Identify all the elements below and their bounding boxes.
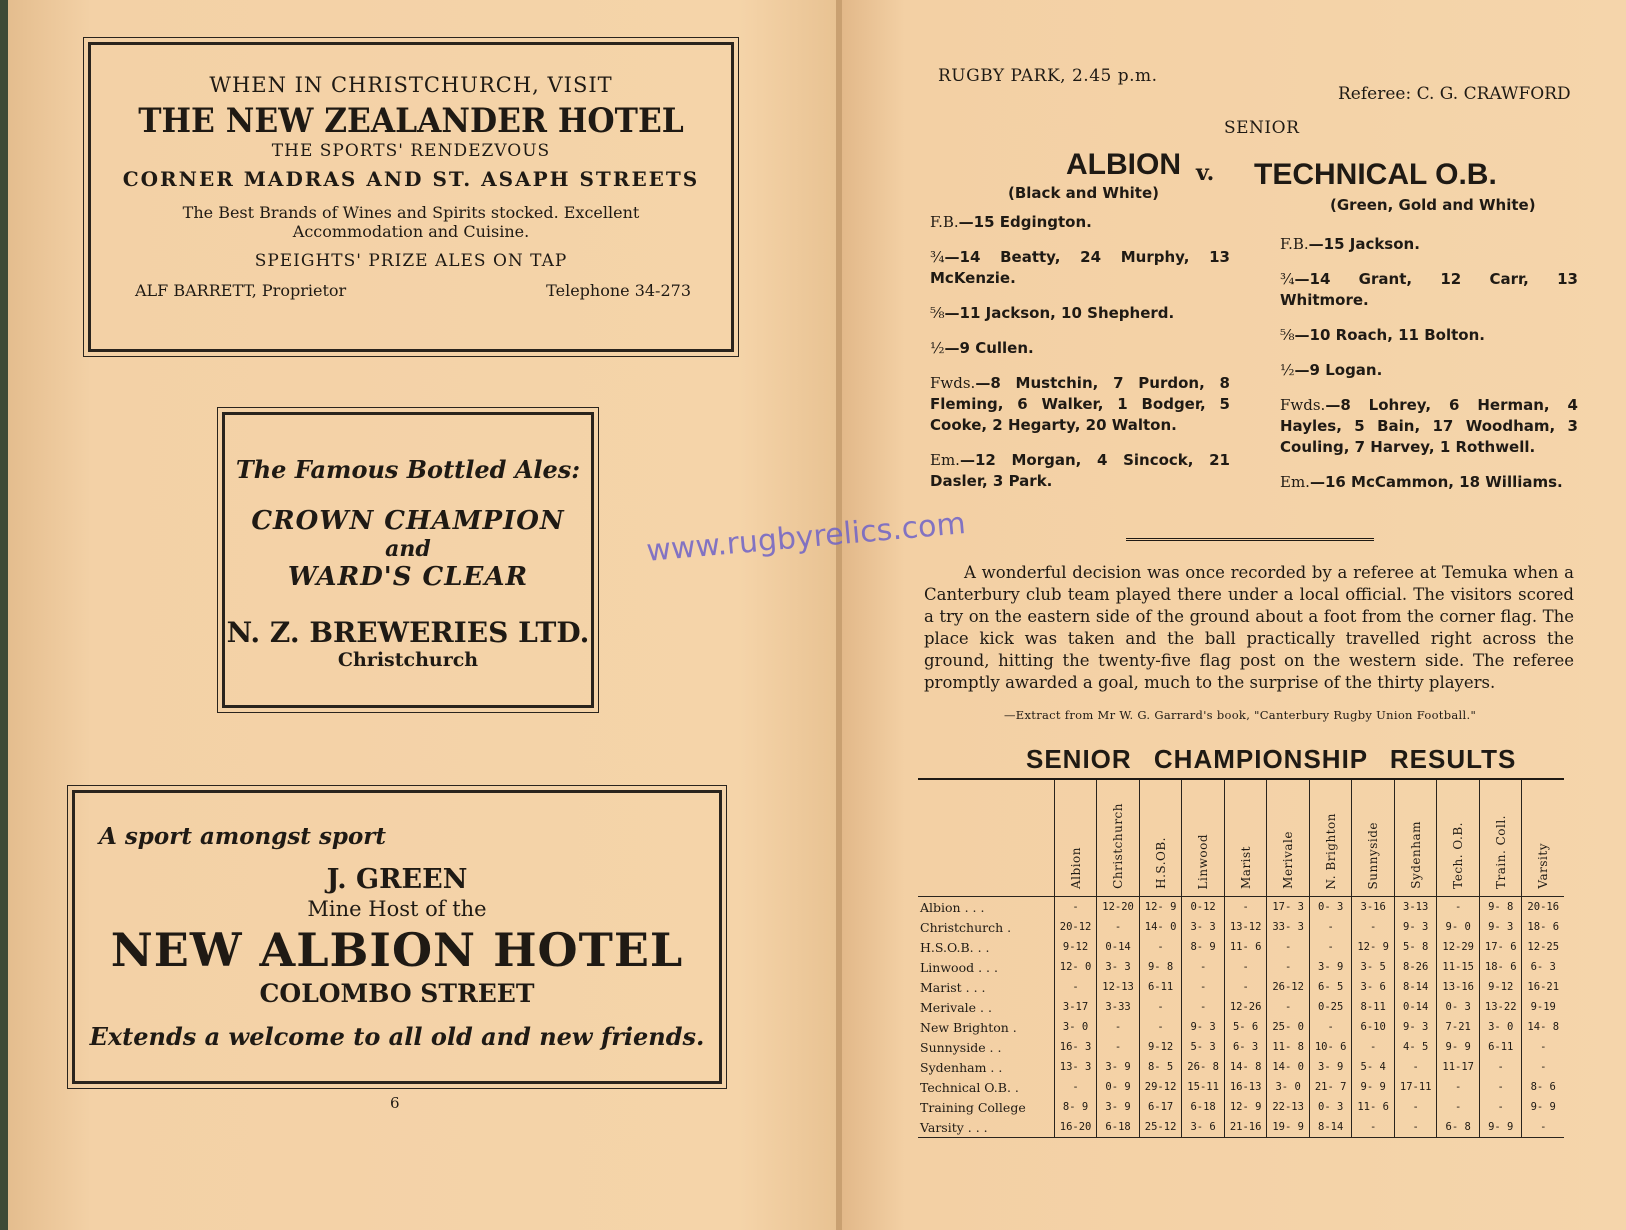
lineup-line — [1280, 360, 1578, 381]
column-header-label: Sunnyside — [1366, 821, 1381, 889]
albion-host: J. GREEN — [326, 864, 468, 895]
column-header — [1309, 780, 1352, 897]
club-name: Sydenham . . — [920, 1059, 1003, 1075]
position-label: F.B. — [1280, 235, 1309, 253]
score-cell: - — [1097, 1017, 1140, 1037]
brewery-city: Christchurch — [337, 649, 479, 671]
score-cell: 13-12 — [1224, 917, 1267, 937]
players-list: —9 Logan. — [1294, 361, 1383, 379]
score-cell: 18- 6 — [1479, 957, 1522, 977]
score-cell: 9- 9 — [1479, 1117, 1522, 1138]
brand-crown-champion: CROWN CHAMPION — [251, 506, 565, 536]
players-list: —8 Lohrey, 6 Herman, 4 Hayles, 5 Bain, 17 Woodham, 3 Couling, 7 Harvey, 1 Rothwell. — [1280, 396, 1578, 456]
score-cell: 3- 0 — [1267, 1077, 1310, 1097]
brand-and: and — [385, 536, 431, 562]
table-row — [918, 977, 1564, 997]
score-cell: 3- 5 — [1352, 957, 1395, 977]
column-header — [1479, 780, 1522, 897]
score-cell: 5- 6 — [1224, 1017, 1267, 1037]
hotel-address: CORNER MADRAS AND ST. ASAPH STREETS — [122, 167, 700, 191]
score-cell: 0-25 — [1309, 997, 1352, 1017]
score-cell: 12- 9 — [1352, 937, 1395, 957]
score-cell: 14- 0 — [1267, 1057, 1310, 1077]
players-list: —8 Mustchin, 7 Purdon, 8 Fleming, 6 Walker, 1 Bodger, 5 Cooke, 2 Hegarty, 20 Walton. — [930, 374, 1230, 434]
score-cell: - — [1309, 937, 1352, 957]
club-name: Technical O.B. . — [920, 1079, 1019, 1095]
score-cell: 5- 3 — [1182, 1037, 1225, 1057]
score-cell: - — [1437, 1097, 1480, 1117]
club-name: Christchurch . — [920, 919, 1012, 935]
score-cell: 3- 3 — [1097, 957, 1140, 977]
score-cell: 3- 6 — [1352, 977, 1395, 997]
score-cell: - — [1224, 957, 1267, 977]
home-team-lineup — [930, 212, 1230, 506]
score-cell: 8-14 — [1394, 977, 1437, 997]
score-cell: 12-20 — [1097, 897, 1140, 918]
score-cell: 21- 7 — [1309, 1077, 1352, 1097]
players-list: —15 Edgington. — [958, 213, 1092, 231]
position-label: Em. — [930, 451, 960, 469]
column-header — [1139, 780, 1182, 897]
hotel-telephone: Telephone 34-273 — [546, 281, 691, 301]
score-cell: - — [1522, 1037, 1564, 1057]
club-name: Training College — [920, 1099, 1026, 1115]
score-cell: 9- 3 — [1394, 917, 1437, 937]
score-cell: 3-16 — [1352, 897, 1395, 918]
score-cell: - — [1097, 1037, 1140, 1057]
position-label: Fwds. — [930, 374, 976, 392]
score-cell: 14- 0 — [1139, 917, 1182, 937]
score-cell: - — [1479, 1097, 1522, 1117]
score-cell: - — [1479, 1077, 1522, 1097]
club-name: H.S.O.B. . . — [920, 939, 990, 955]
score-cell: 6-18 — [1182, 1097, 1225, 1117]
column-header-label: Marist — [1238, 846, 1253, 889]
players-list: —11 Jackson, 10 Shepherd. — [944, 304, 1175, 322]
column-header-label: N. Brighton — [1323, 812, 1338, 889]
score-cell: 9- 3 — [1479, 917, 1522, 937]
score-cell: - — [1139, 937, 1182, 957]
players-list: —15 Jackson. — [1308, 235, 1420, 253]
score-cell: 13-16 — [1437, 977, 1480, 997]
score-cell: 6-11 — [1479, 1037, 1522, 1057]
column-header — [1054, 780, 1097, 897]
score-cell: 9- 9 — [1352, 1077, 1395, 1097]
position-label: ½ — [1280, 361, 1295, 379]
hotel-proprietor: ALF BARRETT, Proprietor — [135, 281, 347, 301]
column-header-label: Varsity — [1536, 843, 1551, 889]
club-name: Linwood . . . — [920, 959, 998, 975]
score-cell: 12- 9 — [1224, 1097, 1267, 1117]
score-cell: 12-26 — [1224, 997, 1267, 1017]
score-cell: 11- 6 — [1352, 1097, 1395, 1117]
score-cell: 14- 8 — [1522, 1017, 1564, 1037]
table-row — [918, 1117, 1564, 1138]
score-cell: 9- 0 — [1437, 917, 1480, 937]
table-row — [918, 937, 1564, 957]
score-cell: - — [1224, 897, 1267, 918]
ales-heading: The Famous Bottled Ales: — [235, 455, 581, 484]
score-cell: 18- 6 — [1522, 917, 1564, 937]
score-cell: 16-20 — [1054, 1117, 1097, 1138]
score-cell: 8-11 — [1352, 997, 1395, 1017]
score-cell: - — [1182, 977, 1225, 997]
lineup-line — [1280, 234, 1578, 255]
score-cell: 14- 8 — [1224, 1057, 1267, 1077]
column-header — [1267, 780, 1310, 897]
score-cell: 20-16 — [1522, 897, 1564, 918]
score-cell: - — [1522, 1117, 1564, 1138]
score-cell: 9- 8 — [1479, 897, 1522, 918]
column-header-label: Tech. O.B. — [1451, 822, 1466, 889]
score-cell: 22-13 — [1267, 1097, 1310, 1117]
albion-hotel-name: NEW ALBION HOTEL — [110, 923, 684, 977]
position-label: ⅝ — [1280, 326, 1295, 344]
column-header-label: H.S.OB. — [1153, 837, 1168, 889]
new-albion-hotel-ad — [72, 790, 722, 1084]
score-cell: 17- 6 — [1479, 937, 1522, 957]
lineup-line — [930, 373, 1230, 436]
score-cell: 17- 3 — [1267, 897, 1310, 918]
score-cell: - — [1352, 917, 1395, 937]
score-cell: - — [1097, 917, 1140, 937]
score-cell: - — [1054, 1077, 1097, 1097]
brewery-company: N. Z. BREWERIES LTD. — [226, 616, 590, 649]
score-cell: 4- 5 — [1394, 1037, 1437, 1057]
column-header — [1224, 780, 1267, 897]
score-cell: - — [1479, 1057, 1522, 1077]
score-cell: 6- 3 — [1224, 1037, 1267, 1057]
column-header — [1437, 780, 1480, 897]
score-cell: 9- 3 — [1182, 1017, 1225, 1037]
match-grade: SENIOR — [1224, 118, 1300, 138]
score-cell: 13-22 — [1479, 997, 1522, 1017]
hotel-tagline: THE SPORTS' RENDEZVOUS — [271, 141, 551, 161]
position-label: F.B. — [930, 213, 959, 231]
score-cell: 0-14 — [1097, 937, 1140, 957]
score-cell: 3- 6 — [1182, 1117, 1225, 1138]
score-cell: 3-33 — [1097, 997, 1140, 1017]
score-cell: 25- 0 — [1267, 1017, 1310, 1037]
score-cell: 11-15 — [1437, 957, 1480, 977]
position-label: ½ — [930, 339, 945, 357]
albion-host-line: Mine Host of the — [307, 897, 487, 921]
score-cell: 33- 3 — [1267, 917, 1310, 937]
score-cell: 9- 3 — [1394, 1017, 1437, 1037]
score-cell: - — [1182, 957, 1225, 977]
players-list: —9 Cullen. — [944, 339, 1034, 357]
club-name: Merivale . . — [920, 999, 992, 1015]
players-list: —14 Grant, 12 Carr, 13 Whitmore. — [1280, 270, 1578, 309]
score-cell: 0- 3 — [1309, 1097, 1352, 1117]
score-cell: 10- 6 — [1309, 1037, 1352, 1057]
score-cell: 3- 0 — [1479, 1017, 1522, 1037]
score-cell: - — [1267, 957, 1310, 977]
score-cell: - — [1394, 1097, 1437, 1117]
club-name: Varsity . . . — [918, 1117, 1054, 1138]
score-cell: 21-16 — [1224, 1117, 1267, 1138]
score-cell: 9-12 — [1139, 1037, 1182, 1057]
score-cell: 15-11 — [1182, 1077, 1225, 1097]
score-cell: 11- 8 — [1267, 1037, 1310, 1057]
results-table-title: SENIOR CHAMPIONSHIP RESULTS — [1026, 744, 1517, 774]
score-cell: - — [1394, 1057, 1437, 1077]
score-cell: 9- 9 — [1522, 1097, 1564, 1117]
score-cell: 7-21 — [1437, 1017, 1480, 1037]
score-cell: 8- 5 — [1139, 1057, 1182, 1077]
column-header-label: Train. Coll. — [1493, 815, 1508, 889]
score-cell: - — [1267, 997, 1310, 1017]
players-list: —10 Roach, 11 Bolton. — [1294, 326, 1485, 344]
score-cell: 0-14 — [1394, 997, 1437, 1017]
score-cell: 3- 9 — [1097, 1057, 1140, 1077]
lineup-line — [930, 247, 1230, 289]
score-cell: - — [1054, 897, 1097, 918]
score-cell: 8- 9 — [1054, 1097, 1097, 1117]
score-cell: 8- 9 — [1182, 937, 1225, 957]
results-table — [918, 778, 1564, 1138]
score-cell: 6-18 — [1097, 1117, 1140, 1138]
score-cell: - — [1139, 1017, 1182, 1037]
column-header — [1182, 780, 1225, 897]
score-cell: 6-17 — [1139, 1097, 1182, 1117]
column-header-label: Linwood — [1196, 833, 1211, 889]
score-cell: - — [1437, 897, 1480, 918]
column-header-label: Albion — [1068, 847, 1083, 889]
score-cell: 6- 8 — [1437, 1117, 1480, 1138]
score-cell: 5- 4 — [1352, 1057, 1395, 1077]
table-row — [918, 1077, 1564, 1097]
score-cell: 8- 6 — [1522, 1077, 1564, 1097]
lineup-line — [930, 303, 1230, 324]
away-team-name: TECHNICAL O.B. — [1254, 158, 1497, 191]
score-cell: 12- 0 — [1054, 957, 1097, 977]
score-cell: 19- 9 — [1267, 1117, 1310, 1138]
score-cell: 20-12 — [1054, 917, 1097, 937]
lineup-line — [1280, 325, 1578, 346]
score-cell: - — [1352, 1037, 1395, 1057]
table-row — [918, 917, 1564, 937]
new-zealander-hotel-ad — [88, 42, 734, 352]
albion-welcome: Extends a welcome to all old and new friends. — [89, 1022, 705, 1051]
score-cell: 9-12 — [1054, 937, 1097, 957]
score-cell: 11- 6 — [1224, 937, 1267, 957]
score-cell: - — [1309, 1017, 1352, 1037]
lineup-line — [1280, 472, 1578, 493]
score-cell: 16-13 — [1224, 1077, 1267, 1097]
score-cell: 12- 9 — [1139, 897, 1182, 918]
table-row — [918, 1037, 1564, 1057]
match-referee: Referee: C. G. CRAWFORD — [1338, 84, 1571, 104]
score-cell: - — [1352, 1117, 1395, 1138]
score-cell: - — [1437, 1077, 1480, 1097]
position-label: Em. — [1280, 473, 1310, 491]
score-cell: 0- 3 — [1437, 997, 1480, 1017]
score-cell: 8-26 — [1394, 957, 1437, 977]
score-cell: 9-19 — [1522, 997, 1564, 1017]
score-cell: 12-13 — [1097, 977, 1140, 997]
referee-anecdote: A wonderful decision was once recorded by a referee at Temuka when a Canterbury club team played there under a local official. The visitors scored a try on the eastern side of the ground about a foot from the corner flag. The place kick was taken and the ball practically travelled right across the ground, hitting the twenty-five flag post on the western side. The referee promptly awarded a goal, much to the surprise of the thirty players. — [924, 563, 1574, 692]
column-header-label: Christchurch — [1111, 803, 1126, 889]
column-header — [1522, 780, 1564, 897]
score-cell: 9-12 — [1479, 977, 1522, 997]
score-cell: 6- 5 — [1309, 977, 1352, 997]
score-cell: 13- 3 — [1054, 1057, 1097, 1077]
score-cell: - — [1054, 977, 1097, 997]
club-name: Albion . . . — [918, 897, 1054, 918]
ad-intro-line: WHEN IN CHRISTCHURCH, VISIT — [209, 73, 613, 97]
table-row — [918, 1097, 1564, 1117]
score-cell: 6-11 — [1139, 977, 1182, 997]
score-cell: 3-13 — [1394, 897, 1437, 918]
score-cell: 6- 3 — [1522, 957, 1564, 977]
column-header — [1352, 780, 1395, 897]
albion-street: COLOMBO STREET — [259, 979, 535, 1008]
score-cell: 11-17 — [1437, 1057, 1480, 1077]
score-cell: - — [1182, 997, 1225, 1017]
hotel-ales: SPEIGHTS' PRIZE ALES ON TAP — [254, 251, 568, 272]
table-corner — [918, 780, 1054, 897]
position-label: ⅝ — [930, 304, 945, 322]
players-list: —12 Morgan, 4 Sincock, 21 Dasler, 3 Park. — [930, 451, 1230, 490]
club-name: Marist . . . — [920, 979, 986, 995]
score-cell: 0- 9 — [1097, 1077, 1140, 1097]
away-team-lineup — [1280, 234, 1578, 507]
score-cell: - — [1139, 997, 1182, 1017]
position-label: ¾ — [1280, 270, 1295, 288]
lineup-line — [1280, 269, 1578, 311]
score-cell: 3-17 — [1054, 997, 1097, 1017]
match-venue: RUGBY PARK, 2.45 p.m. — [938, 66, 1158, 86]
lineup-line — [930, 450, 1230, 492]
table-row — [918, 1057, 1564, 1077]
score-cell: 3- 9 — [1097, 1097, 1140, 1117]
score-cell: 9- 9 — [1437, 1037, 1480, 1057]
position-label: Fwds. — [1280, 396, 1326, 414]
hotel-description: The Best Brands of Wines and Spirits stocked. Excellent Accommodation and Cuisine. — [182, 203, 640, 242]
score-cell: 9- 8 — [1139, 957, 1182, 977]
players-list: —14 Beatty, 24 Murphy, 13 McKenzie. — [930, 248, 1230, 287]
albion-slogan: A sport amongst sport — [99, 823, 387, 850]
score-cell: 16- 3 — [1054, 1037, 1097, 1057]
lineup-line — [930, 212, 1230, 233]
score-cell: - — [1394, 1117, 1437, 1138]
score-cell: 3- 9 — [1309, 957, 1352, 977]
score-cell: 3- 9 — [1309, 1057, 1352, 1077]
away-team-colors: (Green, Gold and White) — [1330, 196, 1536, 214]
versus-label: v. — [1196, 160, 1215, 186]
score-cell: 12-25 — [1522, 937, 1564, 957]
brand-wards-clear: WARD'S CLEAR — [287, 562, 529, 592]
table-row — [918, 997, 1564, 1017]
score-cell: 25-12 — [1139, 1117, 1182, 1138]
score-cell: 12-29 — [1437, 937, 1480, 957]
column-header — [1097, 780, 1140, 897]
club-name: Sunnyside . . — [920, 1039, 1002, 1055]
column-header-label: Sydenham — [1408, 821, 1423, 889]
home-team-name: ALBION — [1066, 148, 1181, 181]
lineup-line — [1280, 395, 1578, 458]
score-cell: 29-12 — [1139, 1077, 1182, 1097]
section-divider — [1126, 538, 1374, 543]
position-label: ¾ — [930, 248, 945, 266]
score-cell: 8-14 — [1309, 1117, 1352, 1138]
players-list: —16 McCammon, 18 Williams. — [1309, 473, 1563, 491]
score-cell: 3- 3 — [1182, 917, 1225, 937]
column-header-label: Merivale — [1281, 831, 1296, 889]
score-cell: 5- 8 — [1394, 937, 1437, 957]
table-row — [918, 1017, 1564, 1037]
score-cell: - — [1267, 937, 1310, 957]
score-cell: 3- 0 — [1054, 1017, 1097, 1037]
watermark: www.rugbyrelics.com — [645, 506, 968, 569]
score-cell: 16-21 — [1522, 977, 1564, 997]
table-row — [918, 897, 1564, 918]
lineup-line — [930, 338, 1230, 359]
score-cell: 0-12 — [1182, 897, 1225, 918]
score-cell: 17-11 — [1394, 1077, 1437, 1097]
club-name: New Brighton . — [920, 1019, 1017, 1035]
page-number: 6 — [390, 1094, 400, 1112]
score-cell: - — [1522, 1057, 1564, 1077]
score-cell: - — [1309, 917, 1352, 937]
home-team-colors: (Black and White) — [1008, 184, 1159, 202]
score-cell: 0- 3 — [1309, 897, 1352, 918]
score-cell: 26-12 — [1267, 977, 1310, 997]
score-cell: - — [1224, 977, 1267, 997]
score-cell: 26- 8 — [1182, 1057, 1225, 1077]
table-row — [918, 957, 1564, 977]
score-cell: 6-10 — [1352, 1017, 1395, 1037]
hotel-name: THE NEW ZEALANDER HOTEL — [138, 101, 684, 141]
column-header — [1394, 780, 1437, 897]
anecdote-source: —Extract from Mr W. G. Garrard's book, "Canterbury Rugby Union Football." — [1004, 708, 1477, 722]
nz-breweries-ad — [222, 412, 594, 708]
